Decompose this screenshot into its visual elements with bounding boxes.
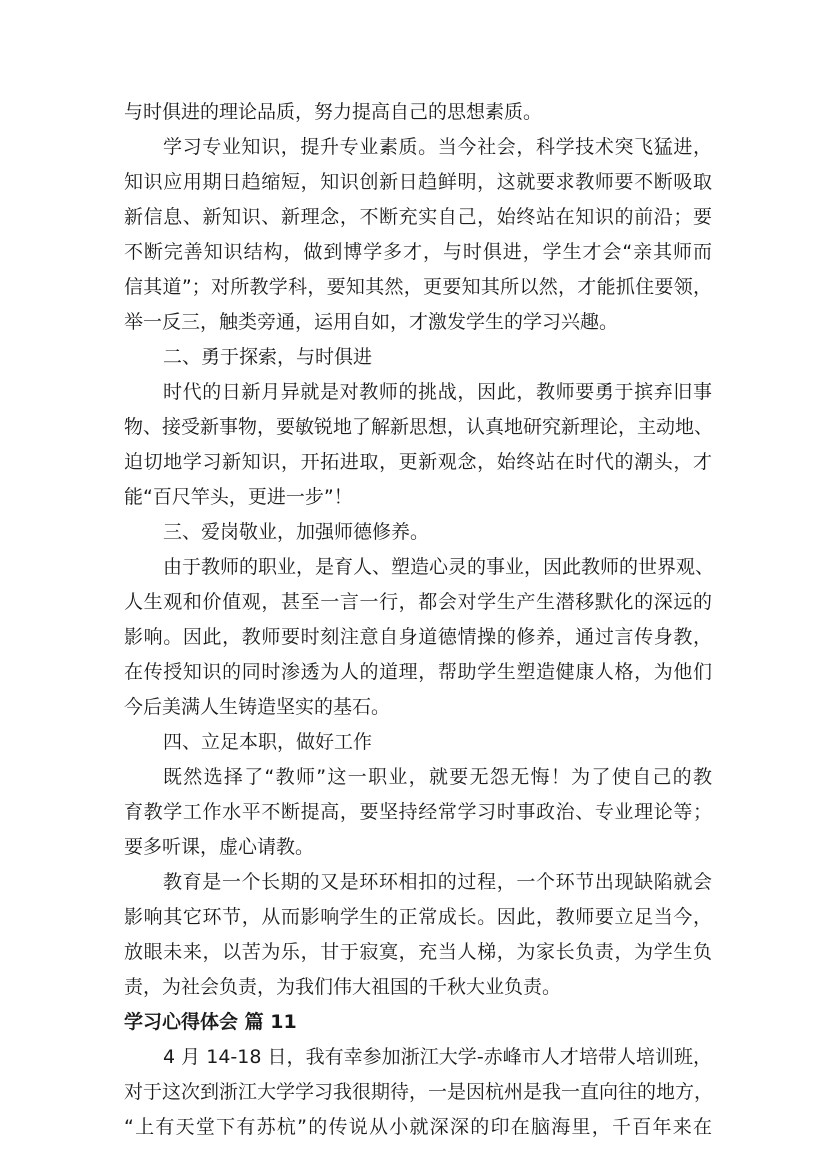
text-line: 新信息、新知识、新理念，不断充实自己，始终站在知识的前沿；要 [124,206,712,228]
text-line: 不断完善知识结构，做到博学多才，与时俱进，学生才会“亲其师而 [124,241,712,263]
text-line: 二、勇于探索，与时俱进 [163,346,373,368]
paragraph [124,95,712,130]
text-line: 育教学工作水平不断提高，要坚持经常学习时事政治、专业理论等； [124,801,712,823]
text-line: 人生观和价值观，甚至一言一行，都会对学生产生潜移默化的深远的 [124,591,712,613]
text-line: 既然选择了“教师”这一职业，就要无怨无悔！为了使自己的教 [163,766,712,788]
paragraph [124,760,712,865]
paragraph [124,1040,712,1145]
paragraph [124,375,712,515]
paragraph [124,515,712,550]
text-line: 教育是一个长期的又是环环相扣的过程，一个环节出现缺陷就会 [163,871,712,893]
text-line: 放眼未来，以苦为乐，甘于寂寞，充当人梯，为家长负责，为学生负 [124,941,712,963]
text-line: 4 月 14-18 日，我有幸参加浙江大学-赤峰市人才培带人培训班， [163,1046,712,1068]
text-line: 对于这次到浙江大学学习我很期待，一是因杭州是我一直向往的地方， [124,1081,714,1103]
text-line: 迫切地学习新知识，开拓进取，更新观念，始终站在时代的潮头，才 [124,451,712,473]
text-line: “上有天堂下有苏杭”的传说从小就深深的印在脑海里，千百年来在 [124,1116,712,1138]
text-line: 举一反三，触类旁通，运用自如，才激发学生的学习兴趣。 [124,311,619,333]
paragraph [124,130,712,340]
paragraph [124,725,712,760]
paragraph [124,550,715,725]
text-line: 知识应用期日趋缩短，知识创新日趋鲜明，这就要求教师要不断吸取 [124,171,712,193]
text-line: 在传授知识的同时渗透为人的道理，帮助学生塑造健康人格，为他们 [124,661,712,683]
text-line: 要多听课，虚心请教。 [124,836,315,858]
text-line: 学习专业知识，提升专业素质。当今社会，科学技术突飞猛进， [163,136,712,158]
paragraph [124,865,712,1005]
text-line: 影响其它环节，从而影响学生的正常成长。因此，教师要立足当今， [124,906,712,928]
text-line: 责，为社会负责，为我们伟大祖国的千秋大业负责。 [124,976,562,998]
text-line: 由于教师的职业，是育人、塑造心灵的事业，因此教师的世界观、 [163,556,715,578]
text-line: 三、爱岗敬业，加强师德修养。 [163,521,430,543]
text-line: 与时俱进的理论品质，努力提高自己的思想素质。 [124,101,543,123]
text-line: 四、立足本职，做好工作 [163,731,373,753]
paragraph [124,340,712,375]
text-line: 能“百尺竿头，更进一步”！ [124,486,353,508]
text-line: 物、接受新事物，要敏锐地了解新思想，认真地研究新理论，主动地、 [124,416,714,438]
section-heading [124,1005,712,1040]
text-line: 影响。因此，教师要时刻注意自身道德情操的修养，通过言传身教， [124,626,712,648]
document-page [124,95,715,1145]
text-line: 信其道”；对所教学科，要知其然，更要知其所以然，才能抓住要领， [124,276,712,298]
text-line: 时代的日新月异就是对教师的挑战，因此，教师要勇于摈弃旧事 [163,381,712,403]
text-line: 今后美满人生铸造坚实的基石。 [124,696,391,718]
text-line: 学习心得体会 篇 11 [124,1011,297,1033]
